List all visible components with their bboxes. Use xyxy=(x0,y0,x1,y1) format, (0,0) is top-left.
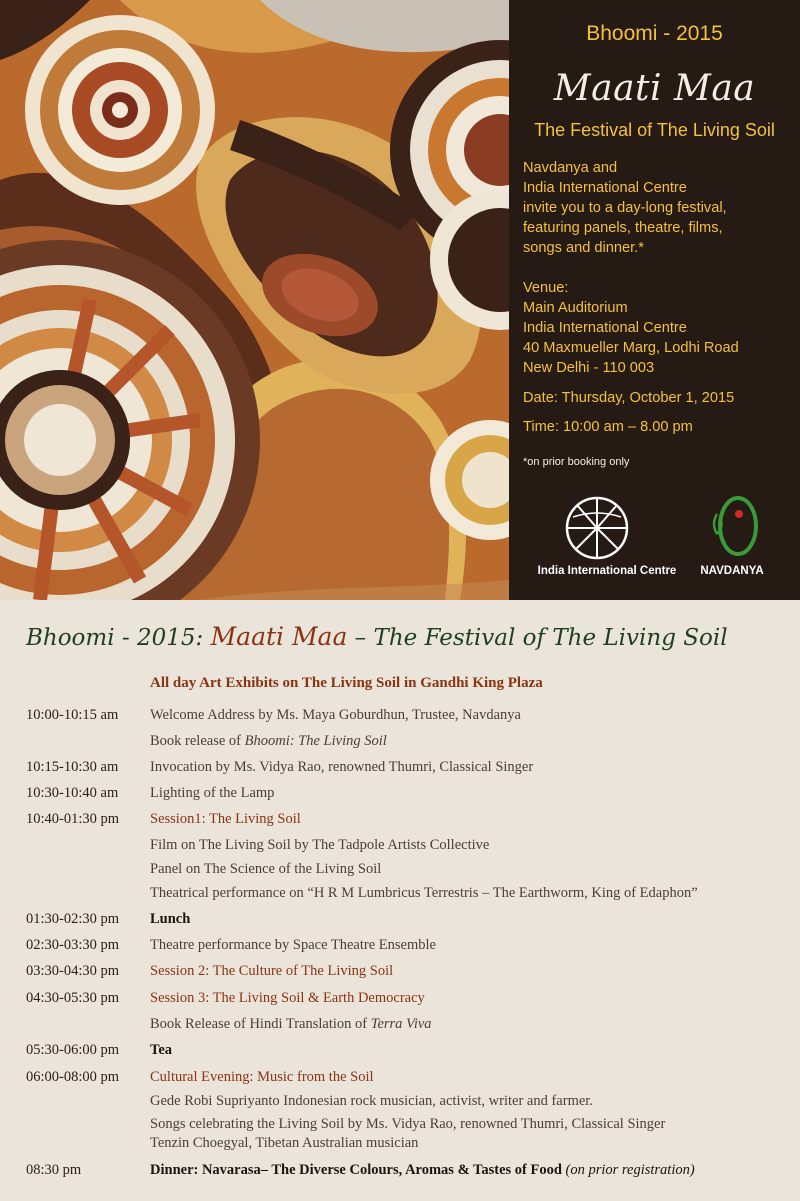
iic-globe-icon xyxy=(563,495,631,561)
schedule-time: 10:40-01:30 pm xyxy=(26,811,120,827)
schedule-item xyxy=(150,733,387,750)
navdanya-logo-icon xyxy=(705,494,763,560)
schedule-break: Tea xyxy=(150,1042,173,1058)
schedule-break: Lunch xyxy=(150,911,191,927)
schedule-time: 10:15-10:30 am xyxy=(26,759,119,775)
schedule-time: 10:00-10:15 am xyxy=(26,707,119,723)
schedule-time: 08:30 pm xyxy=(26,1162,82,1178)
venue-line: India International Centre xyxy=(523,320,687,336)
schedule-item: Film on The Living Soil by The Tadpole Artists Collective xyxy=(150,837,490,853)
venue-line: Main Auditorium xyxy=(523,300,628,316)
dinner-text: Dinner: Navarasa– The Diverse Colours, Aromas & Tastes of Food xyxy=(150,1162,566,1178)
iic-logo-label: India International Centre xyxy=(537,565,677,577)
schedule-session: Session 3: The Living Soil & Earth Democracy xyxy=(150,990,425,1006)
schedule-item: Welcome Address by Ms. Maya Goburdhun, Trustee, Navdanya xyxy=(150,707,521,723)
invite-line: invite you to a day-long festival, xyxy=(523,200,727,216)
schedule-time: 04:30-05:30 pm xyxy=(26,990,120,1006)
event-time: Time: 10:00 am – 8.00 pm xyxy=(523,419,693,435)
schedule-dinner xyxy=(150,1162,695,1179)
schedule-item: Songs celebrating the Living Soil by Ms. Vidya Rao, renowned Thumri, Classical Singer xyxy=(150,1116,666,1132)
book-title: Terra Viva xyxy=(370,1016,432,1032)
schedule-item: Theatrical performance on “H R M Lumbricus Terrestris – The Earthworm, King of Edaphon” xyxy=(150,885,698,901)
invite-line: songs and dinner.* xyxy=(523,240,644,256)
schedule-item xyxy=(150,1016,432,1033)
schedule-time: 02:30-03:30 pm xyxy=(26,937,120,953)
venue-line: New Delhi - 110 003 xyxy=(523,360,655,376)
schedule-item: Gede Robi Supriyanto Indonesian rock musician, activist, writer and farmer. xyxy=(150,1093,593,1109)
soil-art-image xyxy=(0,0,509,600)
schedule-item-text: Book release of xyxy=(150,733,245,749)
all-day-exhibit: All day Art Exhibits on The Living Soil in Gandhi King Plaza xyxy=(150,675,543,691)
invite-line: India International Centre xyxy=(523,180,687,196)
schedule-item: Tenzin Choegyal, Tibetan Australian musician xyxy=(150,1135,419,1151)
booking-note: *on prior booking only xyxy=(523,456,630,468)
festival-subtitle: The Festival of The Living Soil xyxy=(534,120,775,140)
venue-line: 40 Maxmueller Marg, Lodhi Road xyxy=(523,340,739,356)
schedule-item-text: Book Release of Hindi Translation of xyxy=(150,1016,371,1032)
schedule-item: Lighting of the Lamp xyxy=(150,785,275,801)
book-title: Bhoomi: The Living Soil xyxy=(244,733,387,749)
event-name: Bhoomi - 2015 xyxy=(586,22,723,45)
schedule-session: Session1: The Living Soil xyxy=(150,811,301,827)
venue-text xyxy=(523,278,793,378)
schedule-session: Session 2: The Culture of The Living Soil xyxy=(150,963,394,979)
schedule-time: 06:00-08:00 pm xyxy=(26,1069,120,1085)
invite-line: featuring panels, theatre, films, xyxy=(523,220,723,236)
venue-line: Venue: xyxy=(523,280,569,296)
schedule-time: 01:30-02:30 pm xyxy=(26,911,120,927)
schedule-item: Theatre performance by Space Theatre Ensemble xyxy=(150,937,436,953)
invitation-header xyxy=(0,0,800,600)
schedule-item: Invocation by Ms. Vidya Rao, renowned Thumri, Classical Singer xyxy=(150,759,534,775)
schedule-time: 03:30-04:30 pm xyxy=(26,963,120,979)
invitation-panel xyxy=(509,0,800,600)
program-title xyxy=(26,622,728,651)
program-title-event: Bhoomi - 2015: xyxy=(26,625,211,651)
program-title-name: Maati Maa xyxy=(210,622,348,651)
schedule-item: Panel on The Science of the Living Soil xyxy=(150,861,382,877)
schedule-session: Cultural Evening: Music from the Soil xyxy=(150,1069,374,1085)
event-date: Date: Thursday, October 1, 2015 xyxy=(523,390,735,406)
schedule-time: 05:30-06:00 pm xyxy=(26,1042,120,1058)
schedule-time: 10:30-10:40 am xyxy=(26,785,119,801)
invitation-text xyxy=(523,158,793,258)
festival-title: Maati Maa xyxy=(553,68,756,109)
dinner-note: (on prior registration) xyxy=(565,1162,695,1178)
navdanya-logo-label: NAVDANYA xyxy=(700,565,764,577)
invite-line: Navdanya and xyxy=(523,160,618,176)
program-title-subtitle: – The Festival of The Living Soil xyxy=(347,625,728,651)
